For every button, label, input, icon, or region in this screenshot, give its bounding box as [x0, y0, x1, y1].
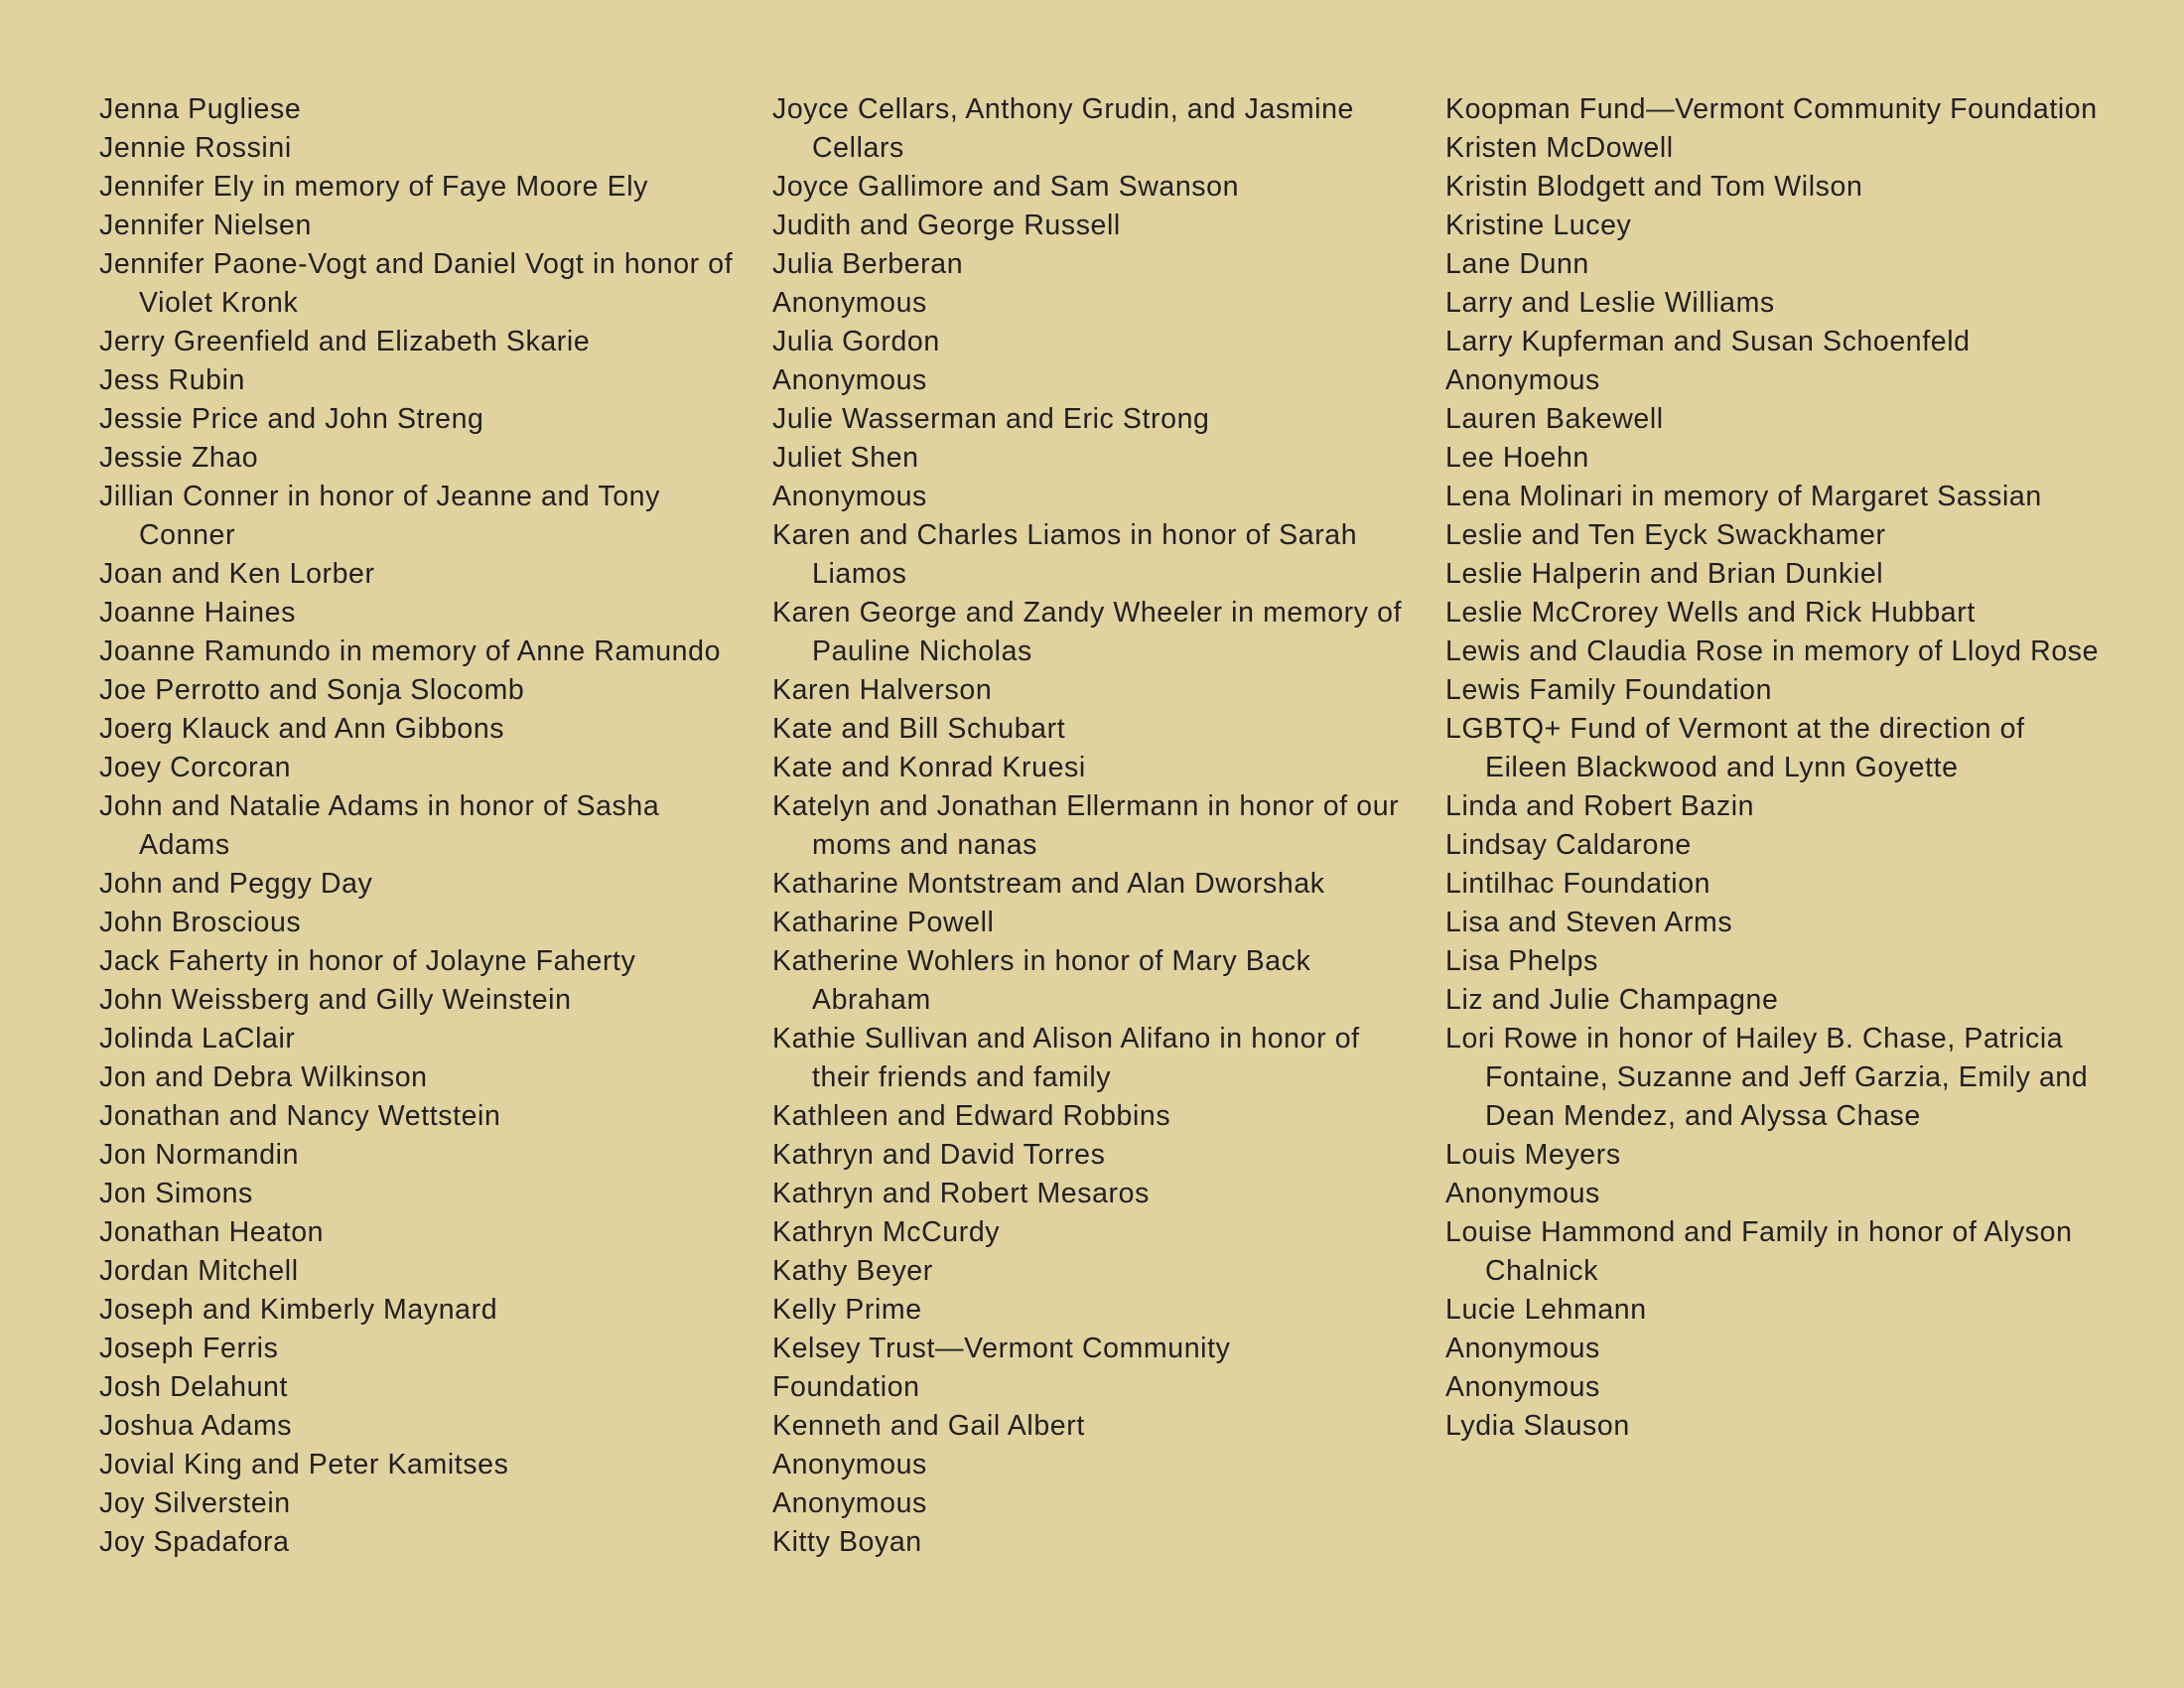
donor-entry: Jillian Conner in honor of Jeanne and Tony Conner — [99, 481, 660, 551]
donor-entry: Katelyn and Jonathan Ellermann in honor of our moms and nanas — [772, 790, 1400, 861]
donor-entry: Anonymous — [1445, 1333, 1600, 1364]
donor-entry: Jonathan and Nancy Wettstein — [99, 1100, 501, 1132]
donor-entry: Katherine Wohlers in honor of Mary Back Abraham — [772, 945, 1311, 1016]
donor-entry: Karen and Charles Liamos in honor of Sarah Liamos — [772, 519, 1358, 590]
donor-entry: Julia Gordon — [772, 326, 940, 357]
donor-entry: Lena Molinari in memory of Margaret Sassian — [1445, 481, 2042, 512]
donor-entry: Joy Spadafora — [99, 1526, 290, 1558]
donor-entry: Kathryn and Robert Mesaros — [772, 1178, 1150, 1209]
donor-entry: Jennie Rossini — [99, 132, 292, 164]
donor-entry: Lee Hoehn — [1445, 442, 1589, 474]
donor-entry: Anonymous — [772, 1487, 927, 1519]
donor-entry: Leslie and Ten Eyck Swackhamer — [1445, 519, 1886, 551]
donor-entry: Jessie Price and John Streng — [99, 403, 484, 435]
donor-entry: Kitty Boyan — [772, 1526, 922, 1558]
donor-entry: Josh Delahunt — [99, 1371, 289, 1403]
donor-entry: Jon and Debra Wilkinson — [99, 1061, 428, 1093]
donor-entry: Larry and Leslie Williams — [1445, 287, 1775, 319]
donor-entry: Jonathan Heaton — [99, 1216, 325, 1248]
donor-entry: Karen Halverson — [772, 674, 993, 706]
donor-entry: Kenneth and Gail Albert — [772, 1410, 1085, 1442]
donor-entry: Joanne Haines — [99, 597, 296, 629]
donor-entry: Kristine Lucey — [1445, 210, 1632, 241]
donor-entry: John Broscious — [99, 907, 302, 938]
donor-entry: Kelsey Trust—Vermont Community — [772, 1333, 1231, 1364]
donor-entry: Jerry Greenfield and Elizabeth Skarie — [99, 326, 591, 357]
donor-entry: Kathryn and David Torres — [772, 1139, 1106, 1171]
donor-entry: Kristen McDowell — [1445, 132, 1674, 164]
donor-entry: Kathleen and Edward Robbins — [772, 1100, 1171, 1132]
donor-entry: Lauren Bakewell — [1445, 403, 1664, 435]
donor-entry: Julia Berberan — [772, 248, 964, 280]
donor-entry: LGBTQ+ Fund of Vermont at the direction of Eileen Blackwood and Lynn Goyette — [1445, 713, 2025, 783]
donor-entry: Joey Corcoran — [99, 752, 292, 783]
donor-entry: John Weissberg and Gilly Weinstein — [99, 984, 572, 1016]
donor-entry: Jessie Zhao — [99, 442, 259, 474]
donor-entry: Joyce Gallimore and Sam Swanson — [772, 171, 1240, 203]
donor-entry: Judith and George Russell — [772, 210, 1121, 241]
donor-entry: Koopman Fund—Vermont Community Foundation — [1445, 93, 2098, 125]
donor-entry: Joerg Klauck and Ann Gibbons — [99, 713, 505, 745]
donor-entry: Jennifer Paone-Vogt and Daniel Vogt in honor of Violet Kronk — [99, 248, 734, 319]
donor-entry: Karen George and Zandy Wheeler in memory of Pauline Nicholas — [772, 597, 1403, 667]
donor-entry: Kelly Prime — [772, 1294, 922, 1326]
donor-entry: Jennifer Ely in memory of Faye Moore Ely — [99, 171, 649, 203]
donor-entry: Anonymous — [1445, 1371, 1600, 1403]
donor-entry: Liz and Julie Champagne — [1445, 984, 1779, 1016]
donor-entry: Jordan Mitchell — [99, 1255, 299, 1287]
donor-entry: Leslie McCrorey Wells and Rick Hubbart — [1445, 597, 1976, 629]
donor-entry: Jennifer Nielsen — [99, 210, 312, 241]
donor-entry: Joseph and Kimberly Maynard — [99, 1294, 498, 1326]
donor-entry: Anonymous — [772, 481, 927, 512]
donor-column-3 — [1445, 90, 2101, 1446]
donor-entry: Joe Perrotto and Sonja Slocomb — [99, 674, 525, 706]
donor-entry: Juliet Shen — [772, 442, 919, 474]
donor-entry: Joshua Adams — [99, 1410, 293, 1442]
donor-entry: Jack Faherty in honor of Jolayne Faherty — [99, 945, 636, 977]
donor-entry: Lisa Phelps — [1445, 945, 1598, 977]
donor-entry: Kathie Sullivan and Alison Alifano in honor of their friends and family — [772, 1023, 1360, 1093]
donor-entry: Lewis and Claudia Rose in memory of Lloyd Rose — [1445, 635, 2100, 667]
donor-entry: Lucie Lehmann — [1445, 1294, 1647, 1326]
donor-entry: Leslie Halperin and Brian Dunkiel — [1445, 558, 1884, 590]
donor-entry: John and Peggy Day — [99, 868, 373, 900]
donor-entry: Joseph Ferris — [99, 1333, 279, 1364]
donor-entry: Lindsay Caldarone — [1445, 829, 1692, 861]
donor-entry: Julie Wasserman and Eric Strong — [772, 403, 1210, 435]
donor-entry: Lane Dunn — [1445, 248, 1589, 280]
donor-entry: Kathryn McCurdy — [772, 1216, 1001, 1248]
donor-entry: Jovial King and Peter Kamitses — [99, 1449, 509, 1480]
donor-entry: Lintilhac Foundation — [1445, 868, 1711, 900]
donor-entry: Louis Meyers — [1445, 1139, 1621, 1171]
donor-entry: Anonymous — [772, 287, 927, 319]
donor-entry: Jon Simons — [99, 1178, 253, 1209]
donor-entry: Kathy Beyer — [772, 1255, 933, 1287]
donor-entry: Anonymous — [1445, 1178, 1600, 1209]
donor-entry: Jon Normandin — [99, 1139, 300, 1171]
donor-entry: Lydia Slauson — [1445, 1410, 1630, 1442]
donor-column-1 — [99, 90, 735, 1562]
donor-entry: Joyce Cellars, Anthony Grudin, and Jasmine Cellars — [772, 93, 1354, 164]
donor-entry: Larry Kupferman and Susan Schoenfeld — [1445, 326, 1971, 357]
donor-entry: Louise Hammond and Family in honor of Alyson Chalnick — [1445, 1216, 2073, 1287]
donor-entry: Katharine Montstream and Alan Dworshak — [772, 868, 1325, 900]
donor-entry: Lori Rowe in honor of Hailey B. Chase, Patricia Fontaine, Suzanne and Jeff Garzia, Emily and Dean Mendez, and Alyssa Chase — [1445, 1023, 2089, 1132]
donor-entry: Jolinda LaClair — [99, 1023, 296, 1055]
donor-entry: Joy Silverstein — [99, 1487, 291, 1519]
donor-column-2 — [772, 90, 1408, 1562]
donor-entry: Jenna Pugliese — [99, 93, 302, 125]
donor-entry: Anonymous — [772, 364, 927, 396]
donor-entry: Kate and Konrad Kruesi — [772, 752, 1086, 783]
donor-entry: Anonymous — [772, 1449, 927, 1480]
donor-entry: Foundation — [772, 1371, 920, 1403]
donor-entry: John and Natalie Adams in honor of Sasha Adams — [99, 790, 660, 861]
donor-entry: Kristin Blodgett and Tom Wilson — [1445, 171, 1863, 203]
donor-entry: Lewis Family Foundation — [1445, 674, 1773, 706]
donor-entry: Joanne Ramundo in memory of Anne Ramundo — [99, 635, 722, 667]
donor-entry: Linda and Robert Bazin — [1445, 790, 1755, 822]
donor-entry: Anonymous — [1445, 364, 1600, 396]
donor-entry: Lisa and Steven Arms — [1445, 907, 1733, 938]
donor-entry: Katharine Powell — [772, 907, 995, 938]
donor-entry: Kate and Bill Schubart — [772, 713, 1066, 745]
donor-entry: Joan and Ken Lorber — [99, 558, 375, 590]
donor-entry: Jess Rubin — [99, 364, 245, 396]
